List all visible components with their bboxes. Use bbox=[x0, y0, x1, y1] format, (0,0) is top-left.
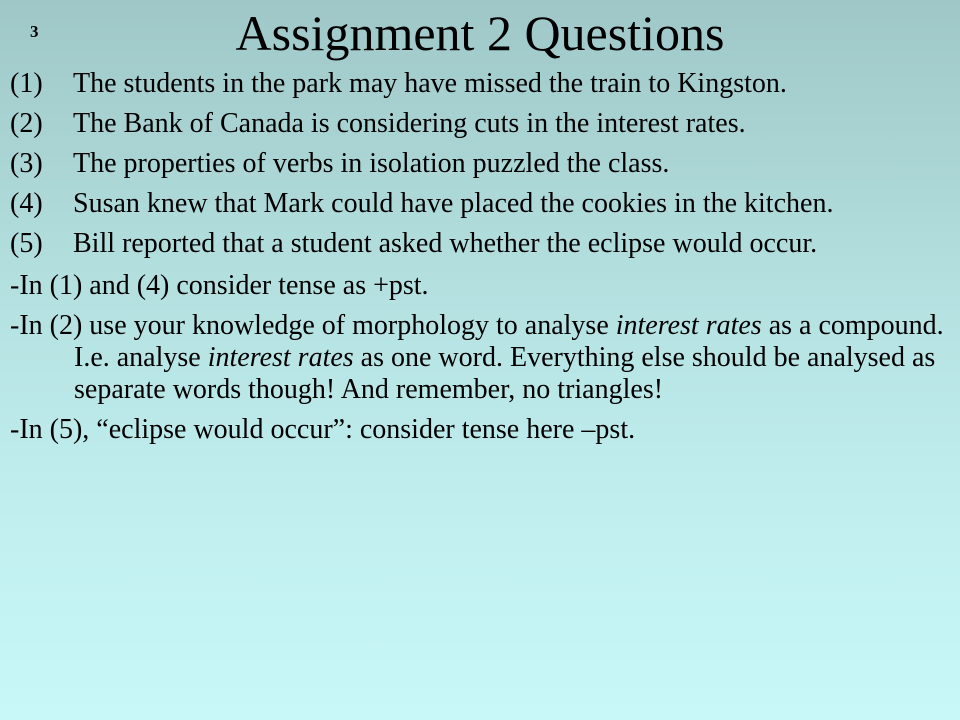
question-text: Bill reported that a student asked whether the eclipse would occur. bbox=[73, 228, 818, 259]
question-5 bbox=[10, 228, 945, 260]
question-number: (2) bbox=[10, 108, 43, 139]
question-text: The students in the park may have missed the train to Kingston. bbox=[73, 68, 787, 99]
slide-number: 3 bbox=[30, 22, 39, 41]
question-text: The properties of verbs in isolation puzzled the class. bbox=[73, 148, 670, 179]
note-morphology bbox=[10, 310, 945, 406]
note-text: -In (2) use your knowledge of morphology to analyse bbox=[10, 310, 616, 341]
note-emphasis: interest rates bbox=[207, 342, 354, 373]
note-text: as one word. Everything else should be analysed as separate words though! And remember, no triangles! bbox=[74, 342, 936, 405]
question-number: (4) bbox=[10, 188, 43, 219]
question-text: Susan knew that Mark could have placed the cookies in the kitchen. bbox=[73, 188, 834, 219]
question-3 bbox=[10, 148, 945, 180]
question-text: The Bank of Canada is considering cuts in the interest rates. bbox=[73, 108, 746, 139]
slide-content bbox=[10, 68, 945, 454]
question-number: (3) bbox=[10, 148, 43, 179]
question-number: (1) bbox=[10, 68, 43, 99]
note-tense-5: -In (5), “eclipse would occur”: consider tense here –pst. bbox=[10, 414, 636, 445]
question-4 bbox=[10, 188, 945, 220]
note-tense-1-4: -In (1) and (4) consider tense as +pst. bbox=[10, 270, 429, 301]
question-1 bbox=[10, 68, 945, 100]
slide-title: Assignment 2 Questions bbox=[235, 5, 725, 61]
question-number: (5) bbox=[10, 228, 43, 259]
note-emphasis: interest rates bbox=[615, 310, 762, 341]
question-2 bbox=[10, 108, 945, 140]
note-text: as a compound. I.e. analyse bbox=[74, 310, 944, 373]
